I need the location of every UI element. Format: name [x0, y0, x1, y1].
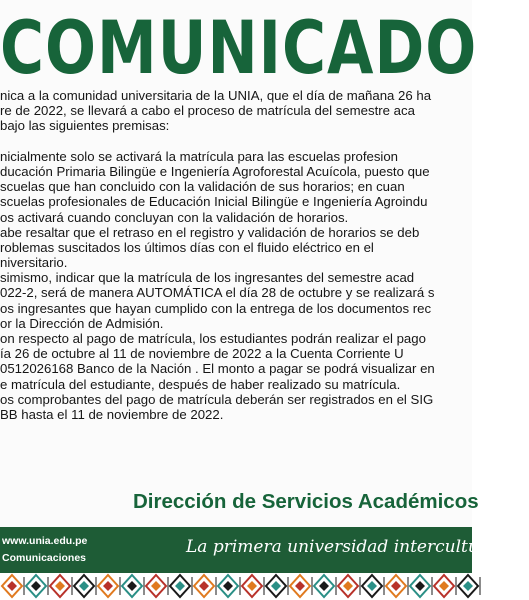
border-diamond-core	[367, 581, 377, 591]
footer-bar	[0, 527, 529, 573]
body-line: niversitario.	[0, 255, 68, 271]
body-line: e matrícula del estudiante, después de haber realizado su matrícula.	[0, 376, 401, 392]
border-diamond-core	[199, 581, 209, 591]
border-diamond-core	[7, 581, 17, 591]
office-label: Comunicaciones	[2, 552, 87, 564]
body-line: or la Dirección de Admisión.	[0, 315, 164, 331]
body-line: BB hasta el 11 de noviembre de 2022.	[0, 406, 224, 422]
body-line: scuelas que han concluido con la validación de sus horarios; en cuan	[0, 179, 405, 195]
border-diamond-core	[463, 581, 473, 591]
footer-slogan: La primera universidad intercultural de	[186, 537, 529, 557]
page-title: COMUNICADO	[0, 6, 478, 92]
body-line: re de 2022, se llevará a cabo el proceso de matrícula del semestre aca	[0, 103, 415, 119]
body-line: 022-2, será de manera AUTOMÁTICA el día 28 de octubre y se realizará s	[0, 285, 435, 301]
body-line	[0, 134, 472, 149]
border-diamond-core	[151, 581, 161, 591]
border-diamond-core	[391, 581, 401, 591]
body-line: nicialmente solo se activará la matrícula para las escuelas profesion	[0, 148, 399, 164]
border-diamond-core	[175, 581, 185, 591]
decorative-border	[0, 573, 472, 600]
footer-contact	[2, 533, 87, 567]
body-line: on respecto al pago de matrícula, los estudiantes podrán realizar el pago	[0, 331, 426, 346]
body-line: os ingresantes que hayan cumplido con la entrega de los documentos rec	[0, 300, 432, 316]
body-line: scuelas profesionales de Educación Inicial Bilingüe e Ingeniería Agroindu	[0, 194, 428, 210]
pattern-icon	[0, 573, 472, 600]
signature: Dirección de Servicios Académicos	[133, 490, 479, 513]
website-link[interactable]: www.unia.edu.pe	[2, 535, 88, 547]
border-diamond-core	[271, 581, 281, 591]
body-line: 0512026168 Banco de la Nación . El monto a pagar se podrá visualizar en	[0, 361, 435, 377]
border-diamond-core	[31, 581, 41, 591]
body-line: simismo, indicar que la matrícula de los ingresantes del semestre acad	[0, 270, 415, 286]
body-line: abe resaltar que el retraso en el registro y validación de horarios se deb	[0, 224, 420, 240]
border-diamond-core	[247, 581, 257, 591]
border-diamond-core	[295, 581, 305, 591]
border-diamond-core	[319, 581, 329, 591]
body-line: ía 26 de octubre al 11 de noviembre de 2022 a la Cuenta Corriente U	[0, 346, 404, 362]
border-diamond-core	[79, 581, 89, 591]
border-diamond-core	[343, 581, 353, 591]
body-line: roblemas suscitados los últimos días con el fluido eléctrico en el	[0, 239, 374, 255]
announcement-body	[0, 88, 472, 422]
border-diamond-core	[223, 581, 233, 591]
body-line: ducación Primaria Bilingüe e Ingeniería Agroforestal Acuícola, puesto que	[0, 163, 430, 179]
border-diamond-core	[103, 581, 113, 591]
border-diamond-core	[127, 581, 137, 591]
body-line: os activará cuando concluyan con la validación de horarios.	[0, 209, 349, 225]
border-diamond-core	[415, 581, 425, 591]
border-diamond-core	[439, 581, 449, 591]
body-line: nica a la comunidad universitaria de la UNIA, que el día de mañana 26 ha	[0, 88, 432, 103]
border-diamond-core	[55, 581, 65, 591]
body-line: os comprobantes del pago de matrícula deberán ser registrados en el SIG	[0, 391, 434, 407]
body-line: bajo las siguientes premisas:	[0, 118, 170, 134]
